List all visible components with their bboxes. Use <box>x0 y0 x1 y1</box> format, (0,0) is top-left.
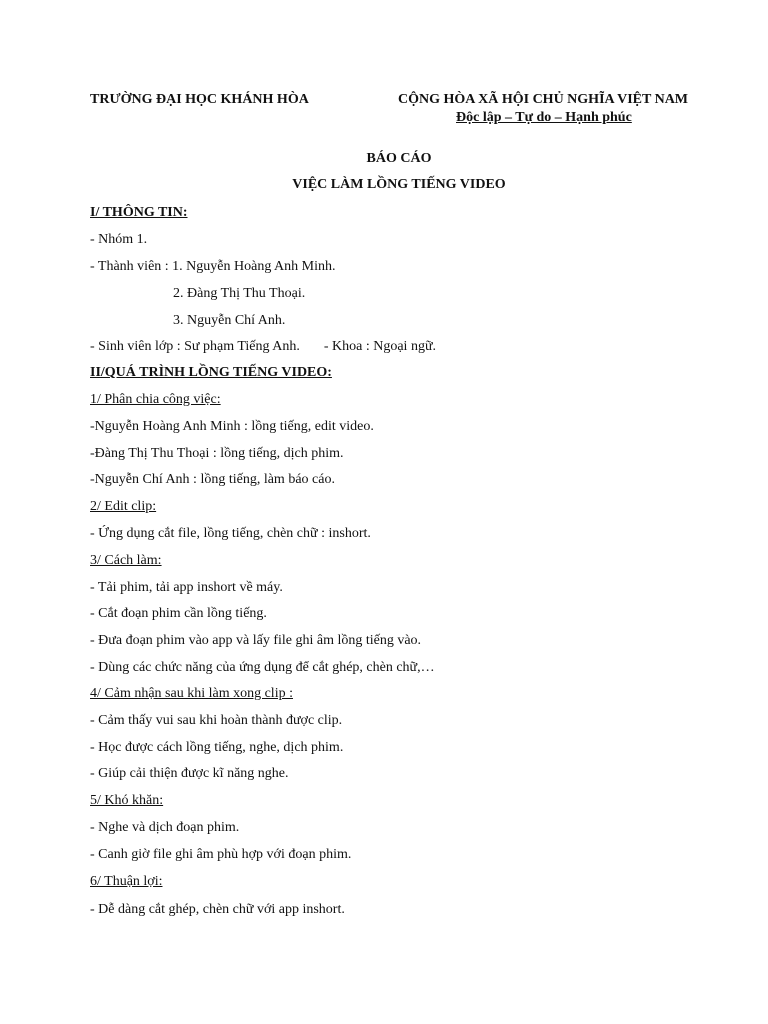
faculty-text: - Khoa : Ngoại ngữ. <box>323 339 437 354</box>
members-line: - Thành viên : 1. Nguyễn Hoàng Anh Minh. <box>90 259 336 274</box>
list-item: - Canh giờ file ghi âm phù hợp với đoạn phim. <box>90 847 352 862</box>
sub-4-title: 4/ Cảm nhận sau khi làm xong clip : <box>90 686 293 701</box>
list-item: - Nghe và dịch đoạn phim. <box>90 820 240 835</box>
sub-5-title: 5/ Khó khăn: <box>90 793 164 808</box>
list-item: - Cảm thấy vui sau khi hoàn thành được clip. <box>90 713 343 728</box>
sub-3-title: 3/ Cách làm: <box>90 553 162 568</box>
member-3-line: 3. Nguyễn Chí Anh. <box>173 313 286 328</box>
list-item: - Dùng các chức năng của ứng dụng để cắt ghép, chèn chữ,… <box>90 660 435 675</box>
list-item: - Cắt đoạn phim cần lồng tiếng. <box>90 606 267 621</box>
sub-1-title: 1/ Phân chia công việc: <box>90 392 221 407</box>
class-faculty-line <box>90 338 436 356</box>
list-item: - Dễ dàng cắt ghép, chèn chữ với app inshort. <box>90 902 345 917</box>
report-title: BÁO CÁO <box>366 151 432 166</box>
class-text: - Sinh viên lớp : Sư phạm Tiếng Anh. <box>90 339 300 354</box>
list-item: - Đưa đoạn phim vào app và lấy file ghi âm lồng tiếng vào. <box>90 633 422 648</box>
sub-2-title: 2/ Edit clip: <box>90 499 157 514</box>
section-1-heading: I/ THÔNG TIN: <box>90 205 188 220</box>
list-item: -Nguyễn Chí Anh : lồng tiếng, làm báo cáo. <box>90 472 335 487</box>
section-2-heading: II/QUÁ TRÌNH LỒNG TIẾNG VIDEO: <box>90 365 332 380</box>
school-name: TRƯỜNG ĐẠI HỌC KHÁNH HÒA <box>90 92 309 107</box>
list-item: - Học được cách lồng tiếng, nghe, dịch phim. <box>90 740 344 755</box>
list-item: - Tải phim, tải app inshort về máy. <box>90 580 283 595</box>
national-motto: Độc lập – Tự do – Hạnh phúc <box>456 110 632 125</box>
list-item: - Giúp cải thiện được kĩ năng nghe. <box>90 766 289 781</box>
list-item: -Đàng Thị Thu Thoại : lồng tiếng, dịch phim. <box>90 446 344 461</box>
group-line: - Nhóm 1. <box>90 232 148 247</box>
list-item: -Nguyễn Hoàng Anh Minh : lồng tiếng, edit video. <box>90 419 374 434</box>
republic-name: CỘNG HÒA XÃ HỘI CHỦ NGHĨA VIỆT NAM <box>398 92 689 107</box>
list-item: - Ứng dụng cắt file, lồng tiếng, chèn chữ : inshort. <box>90 526 371 541</box>
member-2-line: 2. Đàng Thị Thu Thoại. <box>173 286 306 301</box>
report-subtitle: VIỆC LÀM LỒNG TIẾNG VIDEO <box>292 177 506 192</box>
sub-6-title: 6/ Thuận lợi: <box>90 874 163 889</box>
